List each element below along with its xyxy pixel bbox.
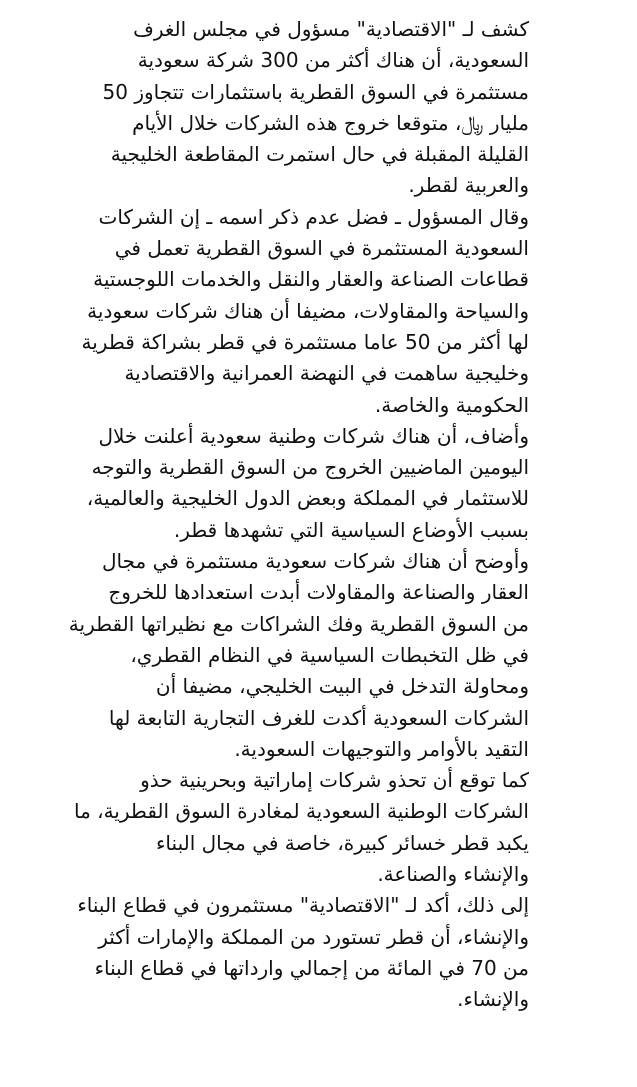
text-line: مليار ﷼، متوقعا خروج هذه الشركات خلال الأيام: [132, 110, 529, 135]
text-line: وأضاف، أن هناك شركات وطنية سعودية أعلنت خلال: [98, 423, 529, 448]
paragraph-1: [102, 14, 529, 202]
text-line: وخليجية ساهمت في النهضة العمرانية والاقتصادية: [124, 361, 529, 386]
text-line: من السوق القطرية وفك الشراكات مع نظيراتها القطرية: [68, 611, 529, 636]
text-line: الشركات الوطنية السعودية لمغادرة السوق القطرية، ما: [73, 799, 529, 824]
text-line: السعودية المستثمرة في السوق القطرية تعمل في: [114, 236, 529, 261]
text-line: العقار والصناعة والمقاولات أبدت استعدادها للخروج: [108, 580, 529, 605]
text-line: كشف لـ "الاقتصادية" مسؤول في مجلس الغرف: [133, 17, 529, 41]
text-line: من 70 في المائة من إجمالي وارداتها في قطاع البناء: [94, 955, 529, 980]
text-line: القليلة المقبلة في حال استمرت المقاطعة الخليجية: [110, 142, 529, 167]
text-line: والإنشاء والصناعة.: [377, 862, 529, 887]
text-line: اليومين الماضيين الخروج من السوق القطرية والتوجه: [91, 455, 529, 480]
text-line: والسياحة والمقاولات، مضيفا أن هناك شركات سعودية: [87, 298, 529, 323]
text-line: التقيد بالأوامر والتوجيهات السعودية.: [234, 736, 529, 761]
text-line: قطاعات الصناعة والعقار والنقل والخدمات اللوجستية: [93, 267, 529, 292]
paragraph-4: [68, 546, 529, 765]
text-line: ومحاولة التدخل في البيت الخليجي، مضيفا أن: [155, 674, 529, 699]
paragraph-2: [81, 202, 529, 421]
text-line: الحكومية والخاصة.: [374, 392, 529, 417]
text-line: في ظل التخبطات السياسية في النظام القطري،: [130, 642, 529, 667]
text-line: والعربية لقطر.: [408, 173, 529, 198]
text-line: بسبب الأوضاع السياسية التي تشهدها قطر.: [173, 517, 529, 542]
text-line: إلى ذلك، أكد لـ "الاقتصادية" مستثمرون في قطاع البناء: [77, 893, 529, 918]
text-line: مستثمرة في السوق القطرية باستثمارات تتجاوز 50: [102, 79, 529, 104]
text-line: وأوضح أن هناك شركات سعودية مستثمرة في مجال: [101, 549, 529, 574]
text-line: الشركات السعودية أكدت للغرف التجارية التابعة لها: [108, 705, 529, 730]
paragraph-3: [86, 421, 529, 546]
text-line: السعودية، أن هناك أكثر من 300 شركة سعودية: [137, 48, 529, 73]
text-line: وقال المسؤول ـ فضل عدم ذكر اسمه ـ إن الشركات: [98, 204, 529, 229]
text-line: لها أكثر من 50 عاما مستثمرة في قطر بشراكة قطرية: [81, 329, 529, 354]
text-line: والإنشاء، أن قطر تستورد من المملكة والإمارات أكثر: [98, 924, 529, 949]
text-line: كما توقع أن تحذو شركات إماراتية وبحرينية حذو: [140, 768, 529, 793]
paragraph-6: [77, 890, 529, 1015]
text-line: يكبد قطر خسائر كبيرة، خاصة في مجال البناء: [156, 830, 529, 855]
paragraph-5: [73, 765, 529, 890]
text-line: والإنشاء.: [457, 987, 529, 1012]
text-line: للاستثمار في المملكة وبعض الدول الخليجية والعالمية،: [86, 486, 529, 511]
